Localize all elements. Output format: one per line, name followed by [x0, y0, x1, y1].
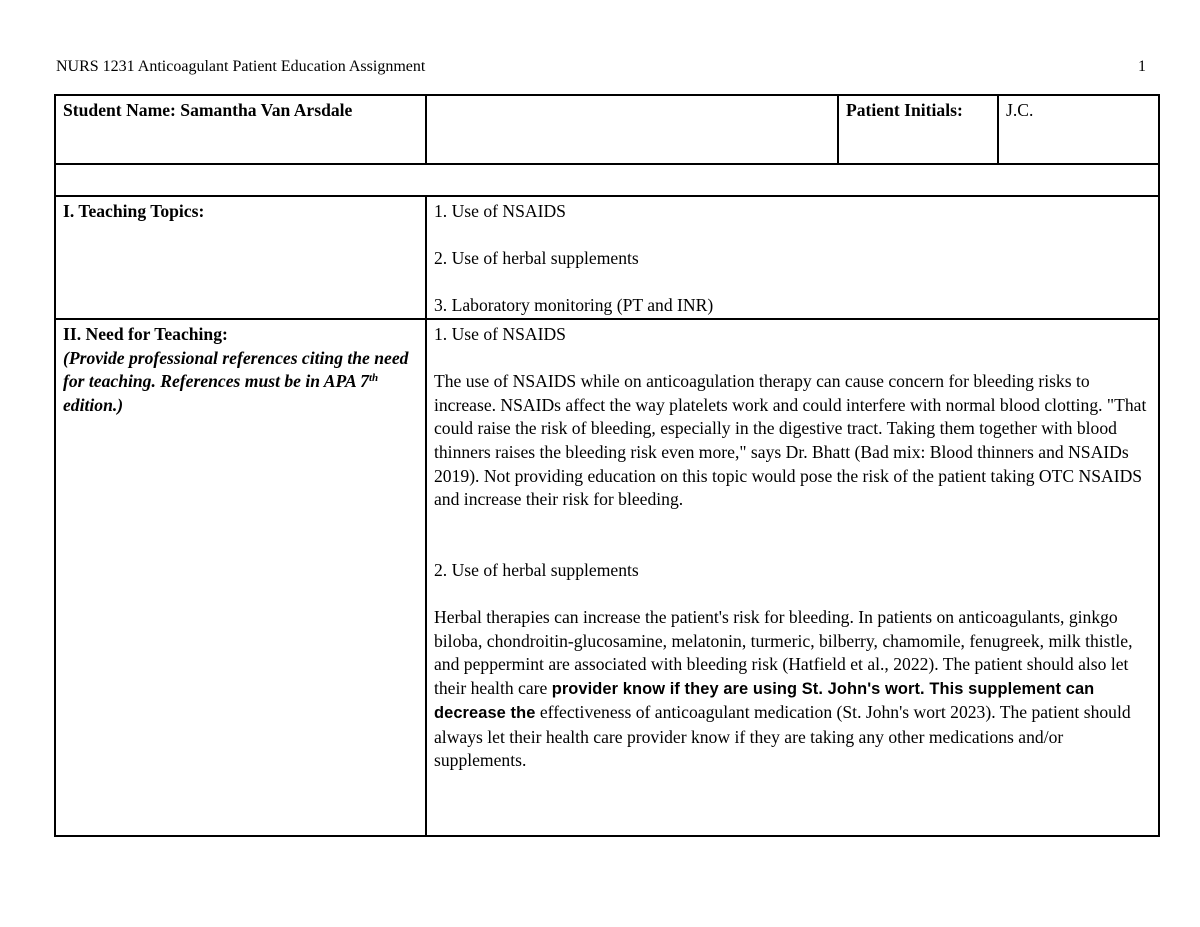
education-form-table	[54, 94, 1160, 837]
spacer-row	[55, 164, 1159, 196]
topic2-body-part2: provider know if they are using St. John's wort. This supplement can decrease the	[434, 679, 1095, 723]
need-for-teaching-content-cell	[426, 319, 1159, 836]
topic1-heading: 1. Use of NSAIDS	[434, 323, 566, 344]
spacer-cell	[55, 164, 1159, 196]
patient-initials-label-cell	[838, 95, 998, 164]
topic1-body: The use of NSAIDS while on anticoagulation therapy can cause concern for bleeding risks to increase. NSAIDs affect the way platelets work and could interfere with normal blood clotting. "That could raise the risk of bleeding, especially in the digestive tract. Taking them together with blood thinners raises the bleeding risk even more," says Dr. Bhatt (Bad mix: Blood thinners and NSAIDs 2019). Not providing education on this topic would pose the risk of the patient taking OTC NSAIDS and increase their risk for bleeding.	[434, 371, 1147, 510]
patient-initials-label: Patient Initials:	[846, 100, 963, 120]
need-for-teaching-row	[55, 319, 1159, 836]
topic2-body-part3: effectiveness of anticoagulant medication (St. John's wort 2023). The patient should always let their health care provider know if they are taking any other medications and/or supplements.	[434, 702, 1131, 771]
need-for-teaching-instruction	[63, 347, 418, 418]
page-number: 1	[1138, 58, 1146, 75]
topic-item: 3. Laboratory monitoring (PT and INR)	[434, 295, 714, 316]
need-for-teaching-label-cell	[55, 319, 426, 836]
patient-initials-value-cell	[998, 95, 1159, 164]
topic-item: 1. Use of NSAIDS	[434, 201, 566, 221]
need-for-teaching-label: II. Need for Teaching:	[63, 323, 228, 344]
info-row	[55, 95, 1159, 164]
student-name-cell	[55, 95, 426, 164]
teaching-topics-row	[55, 196, 1159, 319]
topic2-body-part1: Herbal therapies can increase the patient's risk for bleeding. In patients on anticoagulants, ginkgo biloba, chondroitin-glucosamine, melatonin, turmeric, bilberry, chamomile, fenugreek, milk thistle, and peppermint are associated with bleeding risk (Hatfield et al., 2022). The patient should also let their health care	[434, 606, 1133, 698]
topic2-heading: 2. Use of herbal supplements	[434, 559, 639, 580]
patient-initials-value: J.C.	[1006, 100, 1034, 120]
topic2-body	[434, 606, 1151, 773]
teaching-topics-label: I. Teaching Topics:	[63, 201, 205, 221]
teaching-topics-label-cell	[55, 196, 426, 319]
running-head: NURS 1231 Anticoagulant Patient Education Assignment	[56, 58, 426, 75]
instruction-main: (Provide professional references citing the need for teaching. References must be in APA 7	[63, 347, 409, 392]
student-name: Student Name: Samantha Van Arsdale	[63, 100, 353, 120]
teaching-topics-content-cell	[426, 196, 1159, 319]
instruction-superscript: th	[368, 372, 379, 385]
instruction-end: edition.)	[63, 394, 124, 415]
blank-info-cell	[426, 95, 838, 164]
topic-item: 2. Use of herbal supplements	[434, 248, 639, 269]
